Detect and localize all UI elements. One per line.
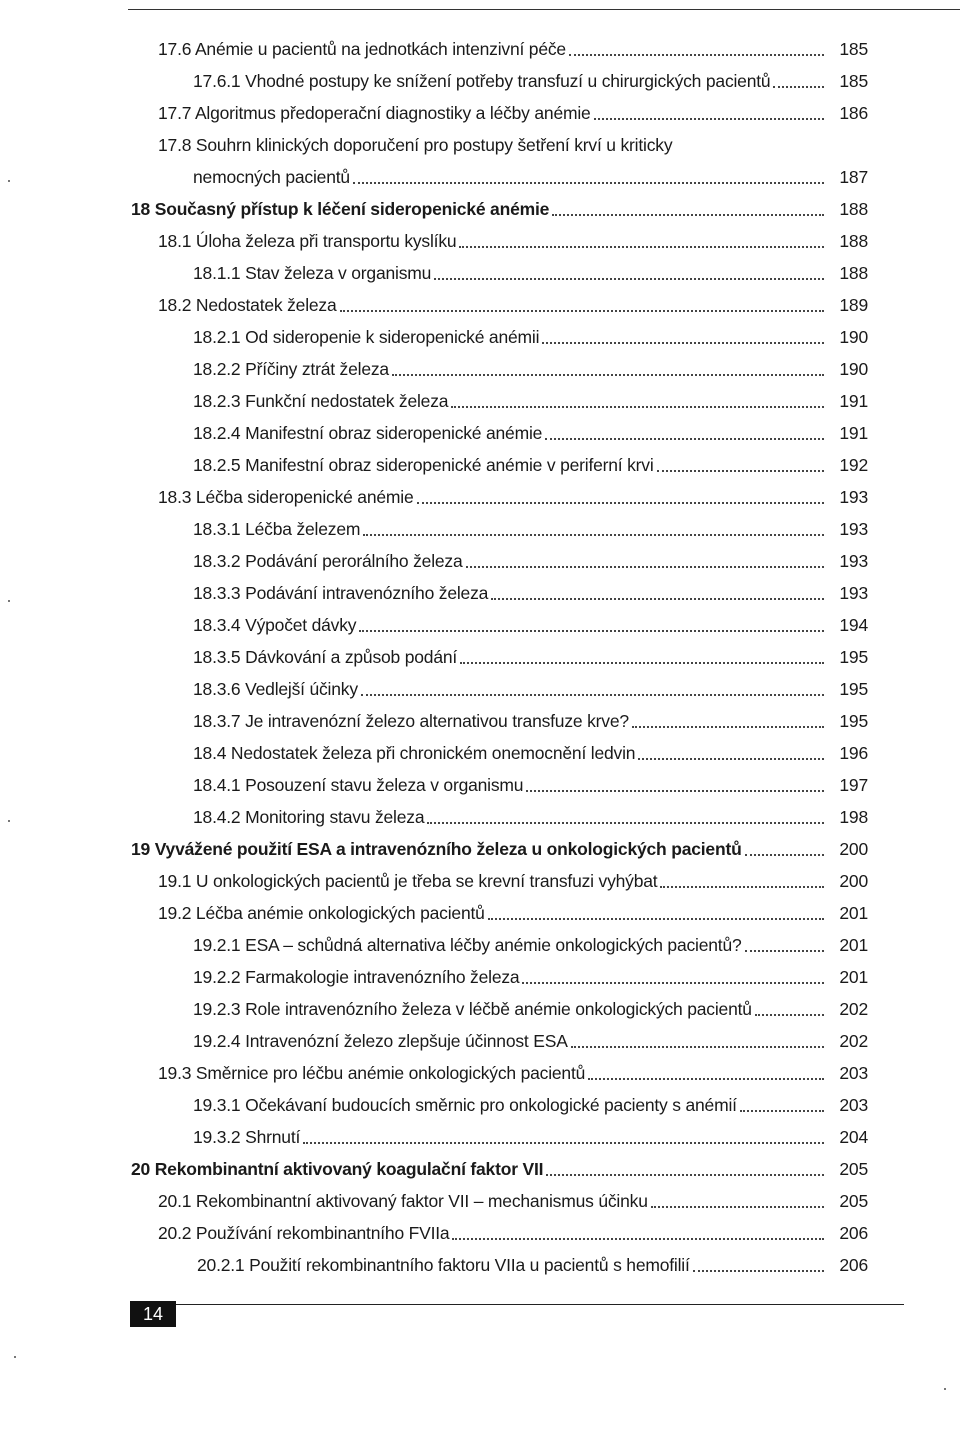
toc-entry-title: 19.3.1 Očekávaní budoucích směrnic pro onkologické pacienty s anémií xyxy=(193,1095,737,1115)
toc-entry-title-continued: nemocných pacientů xyxy=(193,167,350,187)
toc-entry-page: 204 xyxy=(839,1127,868,1147)
toc-entry[interactable] xyxy=(193,988,868,1020)
toc-entry-page: 196 xyxy=(839,743,868,763)
toc-entry[interactable] xyxy=(158,284,868,316)
toc-entry-title: 17.6 Anémie u pacientů na jednotkách intenzivní péče xyxy=(158,39,566,59)
toc-entry[interactable] xyxy=(158,860,868,892)
toc-entry-title: 18.3 Léčba sideropenické anémie xyxy=(158,487,414,507)
toc-entry-page: 206 xyxy=(839,1223,868,1243)
dot-leader xyxy=(359,630,824,632)
toc-chapter-entry[interactable] xyxy=(131,828,868,860)
toc-entry-page: 202 xyxy=(839,1031,868,1051)
toc-entry[interactable] xyxy=(193,636,868,668)
toc-entry[interactable] xyxy=(193,1084,868,1116)
toc-entry-title: 19.2.2 Farmakologie intravenózního železa xyxy=(193,967,520,987)
toc-entry-page: 188 xyxy=(839,263,868,283)
toc-entry-page: 193 xyxy=(839,519,868,539)
toc-entry[interactable] xyxy=(158,1052,868,1084)
toc-entry-page: 193 xyxy=(839,583,868,603)
dot-leader xyxy=(353,182,824,184)
dot-leader xyxy=(745,950,824,952)
dot-leader xyxy=(340,310,825,312)
dot-leader xyxy=(392,374,824,376)
toc-entry-title: 19 Vyvážené použití ESA a intravenózního železa u onkologických pacientů xyxy=(131,839,742,859)
toc-entry-title: 18.2.2 Příčiny ztrát železa xyxy=(193,359,389,379)
dot-leader xyxy=(363,534,824,536)
toc-entry-page: 197 xyxy=(839,775,868,795)
scan-speck xyxy=(8,600,10,602)
toc-entry[interactable] xyxy=(197,1244,868,1276)
dot-leader xyxy=(491,598,824,600)
toc-entry-title: 18.3.5 Dávkování a způsob podání xyxy=(193,647,458,667)
scan-speck xyxy=(8,820,10,822)
scan-speck xyxy=(8,180,10,182)
dot-leader xyxy=(526,790,824,792)
toc-entry[interactable] xyxy=(193,1020,868,1052)
toc-entry-title: 18.2.5 Manifestní obraz sideropenické anémie v periferní krvi xyxy=(193,455,654,475)
toc-entry-page: 203 xyxy=(839,1095,868,1115)
toc-entry-page: 201 xyxy=(839,967,868,987)
toc-entry-title: 18.3.6 Vedlejší účinky xyxy=(193,679,358,699)
toc-entry-page: 193 xyxy=(839,487,868,507)
toc-entry[interactable] xyxy=(158,220,868,252)
toc-entry[interactable] xyxy=(158,476,868,508)
toc-entry[interactable] xyxy=(193,252,868,284)
dot-leader xyxy=(693,1270,824,1272)
toc-entry-page: 188 xyxy=(839,199,868,219)
scan-speck xyxy=(14,1356,16,1358)
toc-entry-page: 200 xyxy=(839,871,868,891)
dot-leader xyxy=(569,54,824,56)
toc-entry[interactable] xyxy=(193,60,868,92)
toc-chapter-entry[interactable] xyxy=(131,188,868,220)
toc-entry-title: 18.2.4 Manifestní obraz sideropenické anémie xyxy=(193,423,543,443)
toc-entry-title: 18.2.1 Od sideropenie k sideropenické anémii xyxy=(193,327,540,347)
top-rule xyxy=(128,9,960,10)
dot-leader xyxy=(546,1174,824,1176)
toc-entry-page: 198 xyxy=(839,807,868,827)
scan-speck xyxy=(944,1388,946,1390)
toc-entry[interactable] xyxy=(158,892,868,924)
dot-leader xyxy=(451,406,824,408)
toc-entry-page: 201 xyxy=(839,903,868,923)
toc-entry-page: 192 xyxy=(839,455,868,475)
toc-entry-title: 18.2 Nedostatek železa xyxy=(158,295,337,315)
toc-entry-page: 203 xyxy=(839,1063,868,1083)
footer-rule xyxy=(176,1304,904,1305)
toc-entry-title: 19.2.4 Intravenózní železo zlepšuje účinnost ESA xyxy=(193,1031,568,1051)
toc-entry-title: 17.6.1 Vhodné postupy ke snížení potřeby transfuzí u chirurgických pacientů xyxy=(193,71,771,91)
toc-entry-title: 19.3.2 Shrnutí xyxy=(193,1127,301,1147)
dot-leader xyxy=(542,342,824,344)
dot-leader xyxy=(594,118,824,120)
toc-entry-title: 17.7 Algoritmus předoperační diagnostiky a léčby anémie xyxy=(158,103,591,123)
dot-leader xyxy=(745,854,824,856)
toc-entry[interactable] xyxy=(193,380,868,412)
toc-entry[interactable] xyxy=(193,508,868,540)
toc-entry-title: 18.3.3 Podávání intravenózního železa xyxy=(193,583,489,603)
toc-entry-title: 20.2.1 Použití rekombinantního faktoru VIIa u pacientů s hemofilií xyxy=(197,1255,690,1275)
dot-leader xyxy=(632,726,824,728)
toc-entry[interactable] xyxy=(193,348,868,380)
toc-entry-page: 186 xyxy=(839,103,868,123)
toc-entry-title: 18.2.3 Funkční nedostatek železa xyxy=(193,391,449,411)
toc-entry-page: 193 xyxy=(839,551,868,571)
page-number-badge: 14 xyxy=(130,1301,176,1327)
toc-entry-page: 189 xyxy=(839,295,868,315)
dot-leader xyxy=(459,246,824,248)
toc-entry-title: 20 Rekombinantní aktivovaný koagulační faktor VII xyxy=(131,1159,544,1179)
toc-entry[interactable] xyxy=(193,924,868,956)
dot-leader xyxy=(417,502,824,504)
toc-entry-page: 187 xyxy=(839,167,868,187)
toc-entry-page: 195 xyxy=(839,711,868,731)
toc-entry-title: 18.3.7 Je intravenózní železo alternativou transfuze krve? xyxy=(193,711,629,731)
toc-entry-title: 18.4.1 Posouzení stavu železa v organismu xyxy=(193,775,524,795)
toc-entry-page: 195 xyxy=(839,679,868,699)
dot-leader xyxy=(427,822,824,824)
dot-leader xyxy=(545,438,824,440)
dot-leader xyxy=(571,1046,824,1048)
dot-leader xyxy=(660,886,824,888)
toc-entry-page: 191 xyxy=(839,423,868,443)
toc-entry[interactable] xyxy=(193,668,868,700)
toc-entry-page: 200 xyxy=(839,839,868,859)
toc-entry-title: 18.4 Nedostatek železa při chronickém onemocnění ledvin xyxy=(193,743,636,763)
toc-entry[interactable] xyxy=(193,1116,868,1148)
toc-entry-page: 185 xyxy=(839,71,868,91)
toc-entry-page: 205 xyxy=(839,1159,868,1179)
toc-entry[interactable] xyxy=(193,956,868,988)
toc-entry-title: 17.8 Souhrn klinických doporučení pro postupy šetření krví u kriticky xyxy=(158,135,673,155)
toc-entry-continuation[interactable] xyxy=(193,156,868,188)
toc-entry-title: 19.1 U onkologických pacientů je třeba se krevní transfuzi vyhýbat xyxy=(158,871,658,891)
dot-leader xyxy=(552,214,824,216)
toc-entry-page: 190 xyxy=(839,327,868,347)
toc-entry[interactable] xyxy=(193,316,868,348)
toc-entry-page: 206 xyxy=(839,1255,868,1275)
toc-entry-page: 195 xyxy=(839,647,868,667)
dot-leader xyxy=(755,1014,824,1016)
toc-entry[interactable] xyxy=(193,700,868,732)
toc-entry-page: 185 xyxy=(839,39,868,59)
toc-entry[interactable] xyxy=(193,604,868,636)
dot-leader xyxy=(361,694,824,696)
toc-entry[interactable] xyxy=(158,92,868,124)
toc-entry[interactable] xyxy=(158,124,868,156)
toc-entry-title: 18 Současný přístup k léčení sideropenické anémie xyxy=(131,199,550,219)
dot-leader xyxy=(488,918,824,920)
dot-leader xyxy=(522,982,824,984)
dot-leader xyxy=(460,662,824,664)
toc-entry[interactable] xyxy=(193,732,868,764)
toc-entry[interactable] xyxy=(193,572,868,604)
toc-entry[interactable] xyxy=(158,1212,868,1244)
toc-chapter-entry[interactable] xyxy=(131,1148,868,1180)
dot-leader xyxy=(651,1206,824,1208)
toc-entry[interactable] xyxy=(158,1180,868,1212)
toc-entry-title: 19.2.3 Role intravenózního železa v léčbě anémie onkologických pacientů xyxy=(193,999,752,1019)
toc-entry-title: 18.3.1 Léčba železem xyxy=(193,519,361,539)
toc-entry-title: 20.2 Používání rekombinantního FVIIa xyxy=(158,1223,450,1243)
dot-leader xyxy=(773,86,824,88)
toc-entry-page: 202 xyxy=(839,999,868,1019)
toc-entry-page: 194 xyxy=(839,615,868,635)
dot-leader xyxy=(740,1110,824,1112)
toc-entry-title: 18.4.2 Monitoring stavu železa xyxy=(193,807,425,827)
dot-leader xyxy=(303,1142,824,1144)
toc-entry-title: 18.3.4 Výpočet dávky xyxy=(193,615,357,635)
toc-entry-page: 201 xyxy=(839,935,868,955)
dot-leader xyxy=(588,1078,824,1080)
dot-leader xyxy=(434,278,824,280)
toc-entry[interactable] xyxy=(193,796,868,828)
toc-entry-title: 19.2 Léčba anémie onkologických pacientů xyxy=(158,903,485,923)
toc-entry-title: 18.1.1 Stav železa v organismu xyxy=(193,263,432,283)
toc-entry-page: 205 xyxy=(839,1191,868,1211)
toc-entry-page: 188 xyxy=(839,231,868,251)
toc-entry-title: 19.2.1 ESA – schůdná alternativa léčby anémie onkologických pacientů? xyxy=(193,935,742,955)
toc-entry-title: 18.3.2 Podávání perorálního železa xyxy=(193,551,463,571)
dot-leader xyxy=(466,566,824,568)
toc-entry-title: 18.1 Úloha železa při transportu kyslíku xyxy=(158,231,457,251)
dot-leader xyxy=(657,470,824,472)
dot-leader xyxy=(452,1238,824,1240)
toc-entry-title: 20.1 Rekombinantní aktivovaný faktor VII – mechanismus účinku xyxy=(158,1191,648,1211)
toc-entry-page: 190 xyxy=(839,359,868,379)
toc-entry[interactable] xyxy=(193,444,868,476)
toc-entry[interactable] xyxy=(158,28,868,60)
toc-entry[interactable] xyxy=(193,412,868,444)
toc-entry-title: 19.3 Směrnice pro léčbu anémie onkologických pacientů xyxy=(158,1063,586,1083)
toc-entry[interactable] xyxy=(193,764,868,796)
toc-entry[interactable] xyxy=(193,540,868,572)
dot-leader xyxy=(638,758,824,760)
toc-entry-page: 191 xyxy=(839,391,868,411)
